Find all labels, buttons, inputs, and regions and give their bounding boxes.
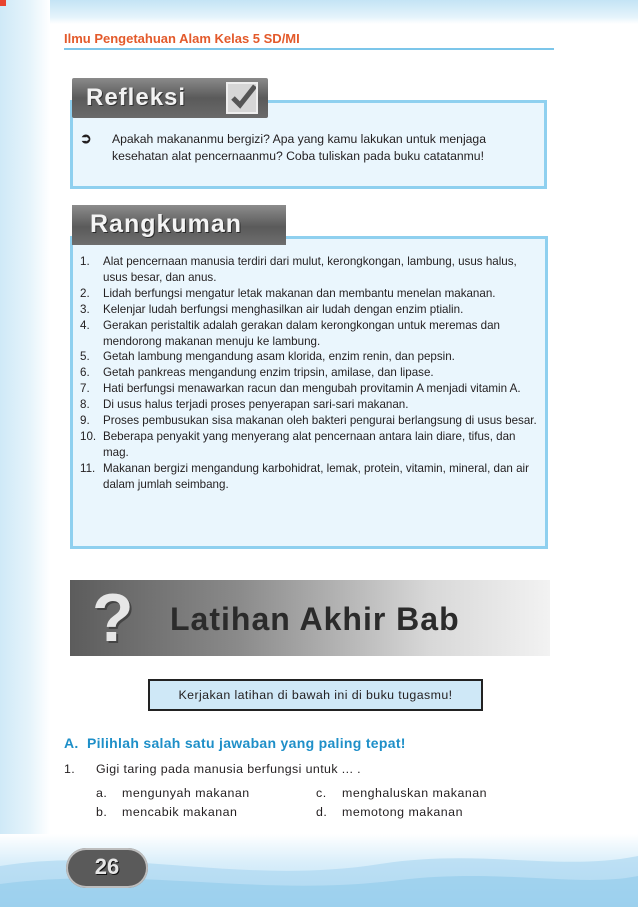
list-item [80,461,538,493]
option-letter: a. [96,786,108,800]
item-number: 8. [80,398,90,412]
option-text: memotong makanan [342,805,463,819]
question-mark-icon: ? [92,580,134,656]
option-letter: b. [96,805,108,819]
page-number: 26 [94,854,120,879]
item-text: Getah lambung mengandung asam klorida, enzim renin, dan pepsin. [103,350,455,364]
item-number: 11. [80,461,96,475]
arrow-bullet-icon: ➲ [80,130,92,146]
option-d [316,805,463,819]
item-text: Kelenjar ludah berfungsi menghasilkan air ludah dengan enzim ptialin. [103,302,464,316]
item-text: Alat pencernaan manusia terdiri dari mulut, kerongkongan, lambung, usus halus, usus besar, dan anus. [103,255,517,284]
item-number: 4. [80,318,90,332]
list-item [80,413,538,429]
refleksi-text: Apakah makananmu bergizi? Apa yang kamu lakukan untuk menjaga kesehatan alat pencernaanmu? Coba tuliskan pada buku catatanmu! [112,132,486,163]
item-number: 5. [80,350,90,364]
list-item [80,365,538,381]
item-number: 9. [80,414,90,428]
list-item [80,318,538,350]
list-item [80,381,538,397]
item-number: 6. [80,366,90,380]
item-text: Proses pembusukan sisa makanan oleh bakteri pengurai berlangsung di usus besar. [103,414,537,428]
list-item [80,286,538,302]
page-number-badge [66,848,148,888]
left-decor-band [0,0,50,907]
option-b [96,805,237,819]
refleksi-title: Refleksi [86,84,187,111]
list-item [80,302,538,318]
option-letter: d. [316,805,328,819]
top-decor-band [0,0,638,24]
list-item [80,397,538,413]
question-1 [64,762,361,776]
book-title: Ilmu Pengetahuan Alam Kelas 5 SD/MI [64,31,300,46]
refleksi-banner [72,78,268,118]
section-title: A. Pilihlah salah satu jawaban yang paling tepat! [64,735,406,751]
item-number: 1. [80,255,90,268]
option-c [316,786,487,800]
latihan-title: Latihan Akhir Bab [170,601,460,637]
item-number: 10. [80,429,97,443]
rangkuman-title: Rangkuman [90,210,243,238]
header-rule [64,48,554,50]
option-text: mencabik makanan [122,805,238,819]
option-letter: c. [316,786,327,800]
item-number: 7. [80,382,90,396]
option-a [96,786,250,800]
list-item [80,254,538,286]
item-text: Beberapa penyakit yang menyerang alat pencernaan antara lain diare, tifus, dan mag. [103,429,516,459]
item-text: Di usus halus terjadi proses penyerapan sari-sari makanan. [103,398,409,412]
option-text: mengunyah makanan [122,786,250,800]
corner-mark [0,0,6,6]
list-item [80,429,538,461]
item-text: Lidah berfungsi mengatur letak makanan dan membantu menelan makanan. [103,286,496,300]
checkmark-icon [226,82,258,114]
summary-list [80,254,538,493]
rangkuman-banner [72,205,286,245]
question-number: 1. [64,762,76,776]
item-text: Hati berfungsi menawarkan racun dan mengubah provitamin A menjadi vitamin A. [103,382,521,396]
item-text: Makanan bergizi mengandung karbohidrat, lemak, protein, vitamin, mineral, dan air dalam jumlah seimbang. [103,461,529,491]
item-number: 3. [80,302,90,316]
item-text: Gerakan peristaltik adalah gerakan dalam kerongkongan untuk meremas dan mendorong makanan menuju ke lambung. [103,318,501,348]
list-item [80,349,538,365]
option-text: menghaluskan makanan [342,786,488,800]
question-text: Gigi taring pada manusia berfungsi untuk ... . [96,762,361,776]
item-number: 2. [80,286,90,300]
instruction-box: Kerjakan latihan di bawah ini di buku tugasmu! [148,679,483,711]
item-text: Getah pankreas mengandung enzim tripsin, amilase, dan lipase. [103,366,434,380]
